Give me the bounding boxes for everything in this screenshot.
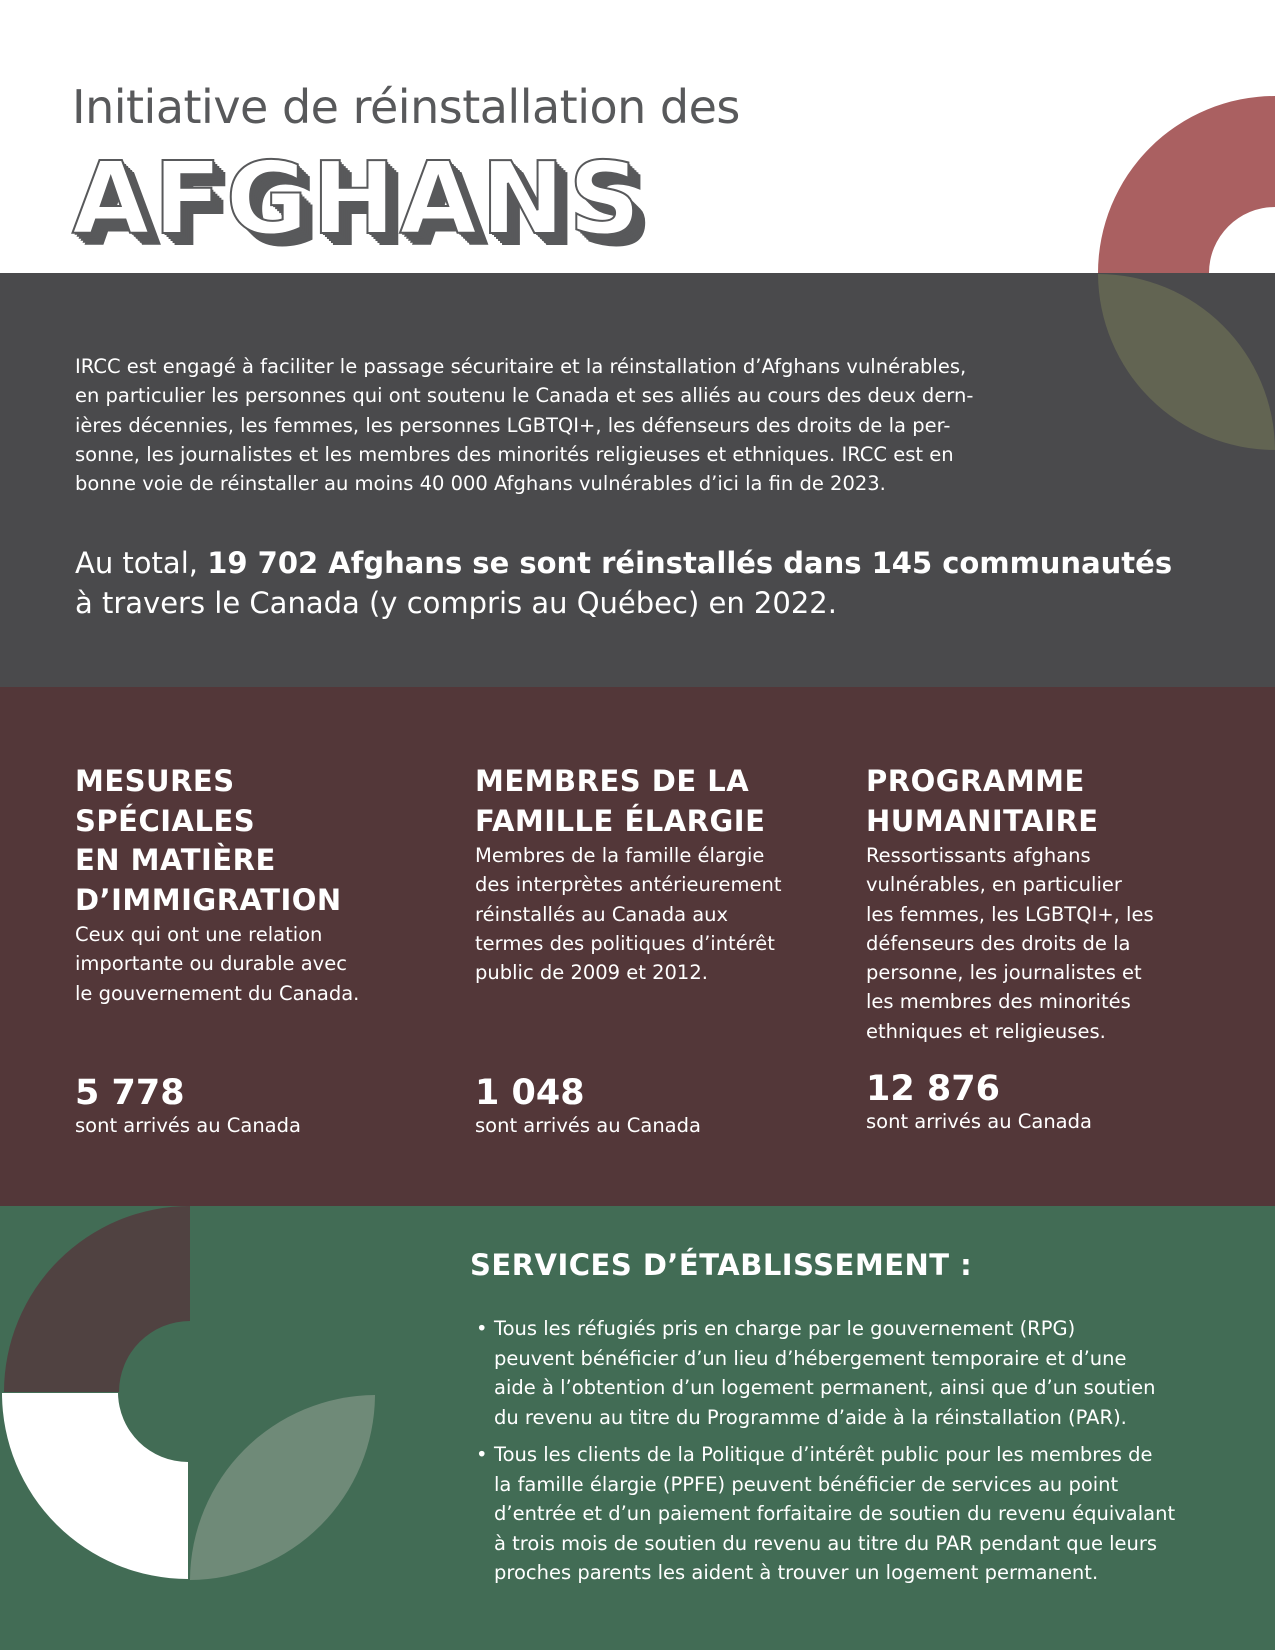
list-item: • Tous les réfugiés pris en charge par le gouvernement (RPG) peuvent bénéficier d’un lieu d’hébergement temporaire et d’une aide à l’obtention d’un logement permanent, ainsi que d’un soutien du revenu au titre du Programme d’aide à la réinstallation (PAR). (470, 1314, 1230, 1432)
arrival-count: 5 778 (75, 1073, 185, 1113)
total-line-2: à travers le Canada (y compris au Québec) en 2022. (75, 586, 837, 620)
light-leaf-shape (190, 1395, 375, 1580)
white-ring-quarter-shape (2, 1393, 188, 1579)
intro-line: sonne, les journalistes et les membres des minorités religieuses et ethniques. IRCC est en (75, 442, 954, 466)
intro-paragraph (75, 352, 1075, 498)
page-subtitle: Initiative de réinstallation des (72, 80, 740, 134)
dark-ring-quarter-shape (4, 1206, 190, 1392)
red-ring-shape (1098, 96, 1275, 273)
services-heading: SERVICES D’ÉTABLISSEMENT : (470, 1248, 973, 1282)
program-special-measures (75, 762, 435, 1008)
program-humanitarian-stat (866, 1069, 1092, 1135)
olive-leaf-shape (1098, 274, 1275, 450)
program-description: Membres de la famille élargie des interprètes antérieurement réinstallés au Canada aux termes des politiques d’intérêt public de 2009 et 2012. (475, 844, 782, 985)
bullet-icon: • (476, 1317, 488, 1340)
intro-line: ières décennies, les femmes, les personnes LGBTQI+, les défenseurs des droits de la per- (75, 413, 951, 437)
arrival-label: sont arrivés au Canada (475, 1114, 701, 1137)
total-statement (75, 543, 1172, 623)
program-description: Ressortissants afghans vulnérables, en particulier les femmes, les LGBTQI+, les défenseurs des droits de la personne, les journalistes et les membres des minorités ethniques et religieuses. (866, 844, 1154, 1043)
intro-line: en particulier les personnes qui ont soutenu le Canada et ses alliés au cours des deux dern- (75, 384, 974, 408)
arrival-count: 12 876 (866, 1069, 1000, 1109)
arrival-label: sont arrivés au Canada (866, 1110, 1092, 1133)
program-title: MESURES SPÉCIALES EN MATIÈRE D’IMMIGRATION (75, 764, 342, 917)
program-extended-family (475, 762, 835, 987)
intro-line: bonne voie de réinstaller au moins 40 000 Afghans vulnérables d’ici la fin de 2023. (75, 472, 886, 496)
program-humanitarian (866, 762, 1226, 1046)
list-item: • Tous les clients de la Politique d’intérêt public pour les membres de la famille élargie (PPFE) peuvent bénéficier de services au point d’entrée et d’un paiement forfaitaire de soutien du revenu équivalant à trois mois de soutien du revenu au titre du PAR pendant que leurs proches parents les aident à trouver un logement permanent. (470, 1440, 1230, 1588)
page-title: AFGHANS (72, 140, 645, 257)
services-list (470, 1314, 1230, 1596)
total-prefix: Au total, (75, 546, 208, 580)
bullet-icon: • (476, 1443, 488, 1466)
program-description: Ceux qui ont une relation importante ou durable avec le gouvernement du Canada. (75, 923, 360, 1005)
program-special-measures-stat (75, 1073, 301, 1139)
program-extended-family-stat (475, 1073, 701, 1139)
program-title: MEMBRES DE LA FAMILLE ÉLARGIE (475, 764, 766, 838)
arrival-count: 1 048 (475, 1073, 585, 1113)
total-highlight: 19 702 Afghans se sont réinstallés dans 145 communautés (207, 546, 1173, 580)
intro-line: IRCC est engagé à faciliter le passage sécuritaire et la réinstallation d’Afghans vulnérables, (75, 355, 967, 378)
program-title: PROGRAMME HUMANITAIRE (866, 764, 1099, 838)
arrival-label: sont arrivés au Canada (75, 1114, 301, 1137)
